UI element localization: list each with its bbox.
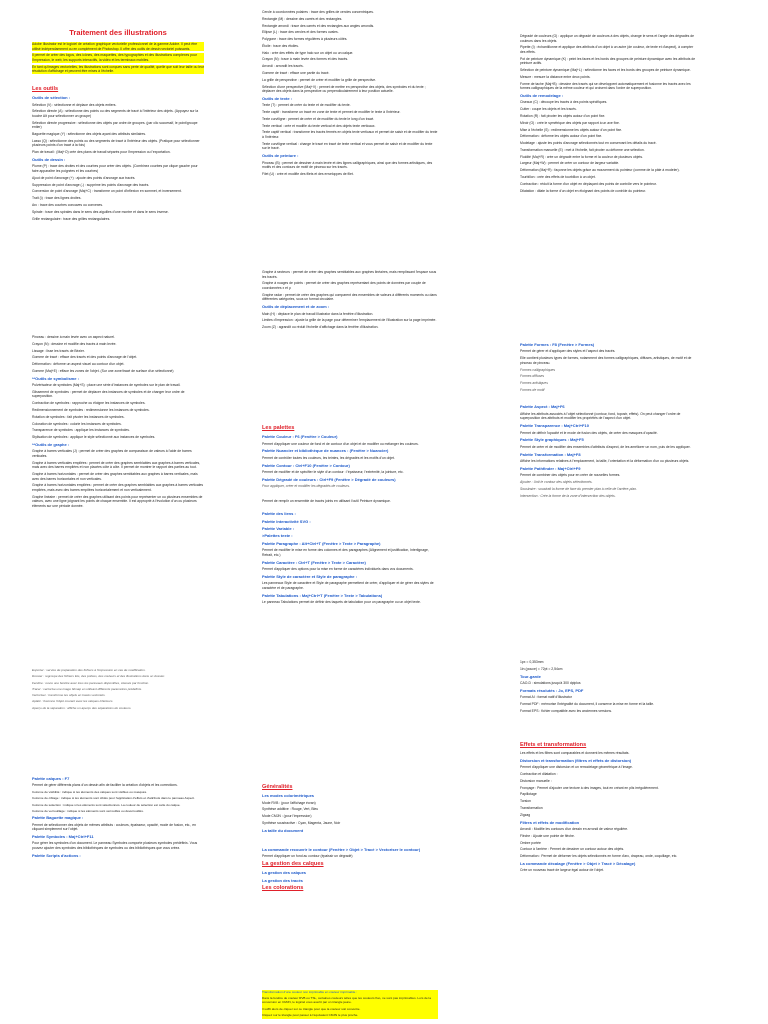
graph-tools-2: Graphe à secteurs : permet de créer des graphes semblables aux graphes linéaires, mais remplissant l'espace sous les tracés. Graphe à nuages de points : permet de créer des graphes représentant des points de données par couple de coordonnées x et y. Graphe radar : permet de créer des graphes qui comparent des ensembles de valeurs à différents moments ou dans différentes catégories, sous un format circulaire. Outils de déplacement et de zoom : Main (H) : déplace le plan de travail Illustrator dans la fenêtre d'illustration. Limites d'impression : ajuste la grille de la page pour déterminer l'emplacement de l'illustration sur la page imprimée. Zoom (Z) : agrandit ou réduit l'échelle d'affichage dans la fenêtre d'illustration. xyxy=(262,270,437,330)
paint-tools-2: Dégradé de couleurs (G) : applique un dégradé de couleurs à des objets, change le sens et l'angle des dégradés de couleurs dans les objets. Pipette (I) : échantillonne et applique des attributs d'un objet à un autre (de couleur, de texte et d'aspect), à compter des effets. Pot de peinture dynamique (K) : peint les faces et les bords des groupes de peinture dynamique avec les attributs de peinture actifs. Sélection de peinture dynamique (Maj+L) : sélectionne les faces et les bords des groupes de peinture dynamique. Mesure : mesure la distance entre deux points. Forme de tache (Maj+B) : dessine des tracés qui se développent automatiquement et fusionne les tracés avec les formes calligraphiques de la même couleur et qui croisent dans l'ordre de superposition. Outils de remodelage : Ciseaux (C) : découpe les tracés à des points spécifiques. Cutter : coupe les objets et les tracés. Rotation (R) : fait pivoter les objets autour d'un point fixe. Miroir (O) : crée le symétrique des objets par rapport à un axe fixe. Mise à l'échelle (S) : redimensionne les objets autour d'un point fixe. Déformation : déforme les objets autour d'un point fixe. Modelage : ajuste les points d'ancrage sélectionnés tout en conservant les détails du tracé. Transformation manuelle (E) : met à l'échelle, fait pivoter ou déforme une sélection. Fluidité (Maj+R) : crée un dégradé entre la forme et la couleur de plusieurs objets. Largeur (Maj+W) : permet de créer un contour de largeur variable. Déformation (Maj+R) : façonne les objets grâce au mouvement du pointeur (comme de la pâte à modeler). Tourbillon : crée des effets de tourbillon à un objet. Contraction : réduit la forme d'un objet en déplaçant des points de contrôle vers le pointeur. Dilatation : dilate la forme d'un objet en éloignant des points de contrôle du pointeur. xyxy=(520,34,696,193)
mid-tools: Pinceau : dessine à main levée avec un aspect naturel. Crayon (N) : dessine et modifie des tracés à main levée. Lissage : lisse les tracés de Bézier. Gomme de tracé : efface des tracés et des points d'ancrage de l'objet. Déformation : déforme un aspect visuel au contour d'un objet. Gomme (Maj+E) : efface les zones de l'objet. (Sur une zone/tracé de surface d'un sélectionné) **Outils de symbolisme : Pulvérisateur de symboles (Maj+S) : place une série d'instances de symboles sur le plan de travail. Glissement de symboles : permet de déplacer des instances de symboles et de changer leur ordre de superposition. Contraction de symboles : rapproche ou éloigne les instances de symboles. Redimensionnement de symboles : redimensionne les instances de symboles. Rotation de symboles : fait pivoter les instances de symboles. Coloration de symboles : colorie les instances de symboles. Transparence de symboles : applique les instances de symboles. Stylisation de symboles : applique le style sélectionné aux instances de symboles. **Outils de graphe : Graphe à barres verticales (J) : permet de créer des graphes de comparaison de valeurs à l'aide de barres verticales. Graphe à barres verticales empilées : permet de créer des graphes semblables aux graphes à barres verticales, mais avec des barres empilées et non placées côte à côte. Il permet de montrer le rapport des parties au tout. Graphe à barres horizontales : permet de créer des graphes semblables aux graphes à barres verticales, mais avec des barres horizontales et non verticales. Graphe à barres horizontales empilées : permet de créer des graphes semblables aux graphes à barres verticales empilées, mais avec des barres empilées horizontalement et non verticalement. Graphe linéaire : permet de créer des graphes utilisant des points pour représenter un ou plusieurs ensembles de valeurs, avec une ligne joignant les points de chaque ensemble. Il est approprié à l'évolution d'un ou plusieurs éléments sur une période donnée. xyxy=(32,335,204,508)
units-block: 1px = 0,353mm 1in (pouce) = 72pt = 2,54cm Tour-garde CAO-D : simulations jusqu'à 300 dpiplus Formats résolutés : Jo, EPS, PDF Format AI : format natif d'Illustrator Format PDF : mémorise l'intégralité du document, il conserve la mise en forme et la taille. Format EPS : fichier compatible avec les anciennes versions. xyxy=(520,660,655,713)
shape-tools: Cercle à coordonnées polaires : trace des grilles de cercles concentriques. Rectangle (M) : dessine des carrés et des rectangles. Rectangle arrondi : trace des carrés et des rectangles aux angles arrondis. Ellipse (L) : trace des cercles et des formes ovales. Polygone : trace des formes régulières à plusieurs côtés. Étoile : trace des étoiles. Halo : crée des effets de type halo sur un objet ou un calque. Crayon (N) : trace à main levée des formes et des tracés. Arrondi : arrondit les tracés. Gomme de tracé : efface une partie du tracé. La grille de perspective : permet de créer et modifier la grille de perspective. Sélection d'une perspective (Maj+V) : permet de mettre en perspective des objets, des symboles et du texte ; déplacer des objets dans la perspective ou perpendiculairement à leur position actuelle. Outils de texte : Texte (T) : permet de créer du texte et de modifier du texte. Texte captif : transforme un tracé en zone de texte et permet de modifier le texte à l'intérieur. Texte curviligne : permet de créer et de modifier du texte le long d'un tracé. Texte vertical : crée et modifie du texte vertical et des objets texte verticaux. Texte captif vertical : transforme les tracés fermés en objets texte verticaux et permet de saisir et de modifier du texte à l'intérieur. Texte curviligne vertical : change le tracé en tracé de texte vertical et vous permet de saisir et de modifier du texte sur le tracé. Outils de peinture : Pinceau (B) : permet de dessiner à main levée et des lignes calligraphiques, ainsi que des formes artistiques, des motifs et des contours de motif de pinceau sur les tracés. Filet (U) : crée et modifie des filets et des enveloppes de filet. xyxy=(262,10,438,176)
page-title: Traitement des illustrations xyxy=(69,28,167,37)
palette-calques: Palette calques : F7 Permet de gérer différents plans d'un dessin afin de faciliter la création d'objets et les corrections. Colonne de visibilité : indique si les éléments des calques sont visibles ou masqués. Colonne de ciblage : indique si les éléments sont ciblés pour l'application d'effets et d'attributs dans le panneau Aspect. Colonne de sélection : indique si les éléments sont sélectionnés. La couleur de sélection est celle du calque. Colonne de verrouillage : indique si les éléments sont verrouillés ou déverrouillés. Palette Baguette magique : Permet de sélectionner des objets de mêmes attributs : couleurs, épaisseur, opacité, mode de fusion, etc., en cliquant simplement sur l'objet. Palette Symboles : Maj+Ctrl+F11 Pour gérer les symboles d'un document. Le panneau Symboles comporte plusieurs symboles prédéfinis. Vous pouvez ajouter des symboles des bibliothèques de symboles ou des bibliothèques que vous créez. Palette Scripts d'actions : xyxy=(32,776,198,858)
effects-section: Effets et transformations Les effets et les filtres sont comparables et donnent les mêmes résultats. Distorsion et transformation (filtres et effets de distorsion) Permet d'appliquer une distorsion et un remodelage géométrique à l'image. Contraction et dilatation : Distorsion manuelle : Fronçage : Permet d'ajouter une texture à des images, tout en créant en plis irrégulièrement. Papillotage Torsion Transformation Zigzag Filtres et effets de modification Arrondi : Modifie les contours d'un dessin en arrondi de valeur régulière. Flèche : Ajoute une pointe de flèche. Ombre portée Contour à l'arrière : Permet de dessiner un contour autour des objets. Déformation : Permet de déformer les objets sélectionnés en forme d'arc, drapeau, onde, coquillage, etc. La commande décalage (Fenêtre > Objet > Tracé > Décalage) Crée un nouveau tracé de largeur égal autour de l'objet. xyxy=(520,742,678,873)
colorations-block: Transformation d'une couleur non imprimable en couleur imprimable : Dans la fenêtre de couleur RVB ou TSL, certaines couleurs telles que les couleurs fluo, ne sont pas imprimables. Lors de la conversion en CMJN, le logiciel vous avertit par un triangle jaune. Il suffit alors de cliquer sur ce triangle pour que la couleur soit convertie. Cliquez sur le triangle pour passer à l'équivalent CMJN le plus proche. xyxy=(262,990,438,1019)
tools-section: Les outils Outils de sélection : Sélection (V) : sélectionne et déplace des objets entiers. Sélection directe (A) : sélectionne des points ou des segments de tracé à l'intérieur des objets. (Appuyez sur la touche Alt pour sélectionner un groupe) Sélection directe progressive : sélectionne des objets par ordre de groupes. (par clic successif, le point/groupe entier) Baguette magique (Y) : sélectionne des objets ayant des attributs similaires. Lasso (Q) : sélectionne des points ou des segments de tracé à l'intérieur des objets. (Pratique pour sélectionner plusieurs points d'un tracé à la fois) Plan de travail : (Maj+O) crée des plans de travail séparés pour l'impression ou l'exportation. Outils de dessin : Plume (P) : trace des droites et des courbes pour créer des objets. (Combinez courbes par clique gauche pour faire apparaître les poignées et les courbes) Ajout de point d'ancrage (+) : ajoute des points d'ancrage aux tracés. Suppression de point d'ancrage (-) : supprime les points d'ancrage des tracés. Conversion de point d'ancrage (Maj+C) : transforme un point d'inflexion en sommet, et inversement. Trait (\) : trace des lignes droites. Arc : trace des courbes concaves ou convexes. Spirale : trace des spirales dans le sens des aiguilles d'une montre et dans le sens inverse. Grille rectangulaire : trace des grilles rectangulaires. xyxy=(32,86,200,221)
intro-block: Adobe Illustrator est le logiciel de création graphique vectorielle professionnel de la gamme Adobe. Il peut être utilisé indépendamment ou en complément de Photoshop. Il offre des outils de dessin vectoriel puissants. Il permet de créer des logos, des icônes, des maquettes, des typographies et des illustrations complexes pour l'impression, le web, les supports interactifs, la vidéo et les terminaux mobiles. En tant qu'images vectorielles, les illustrations sont conçues sans perte de qualité, quelle que soit leur taille ou leur résolution d'affichage et peuvent être mises à l'échelle. xyxy=(32,42,204,74)
palettes-section: Les palettes Palette Couleur : F6 (Fenêtre > Couleur) Permet d'appliquer une couleur de fond et de contour d'un objet et de modifier ou mélanger les couleurs. Palette Nuancier et bibliothèque de nuances : (Fenêtre > Nuancier) Permet de contrôler toutes les couleurs, les teintes, les dégradés et les motifs d'un objet. Palette Contour : Ctrl+F10 (Fenêtre > Contour) Permet de modifier et de spécifier le style d'un contour : l'épaisseur, l'extrémité, la jointure, etc. Palette Dégradé de couleurs : Ctrl+F9 (Fenêtre > Dégradé de couleurs) Pour appliquer, créer et modifier les dégradés de couleurs. Permet de remplir un ensemble de tracés joints en utilisant l'outil Peinture dynamique. Palette des liens : Palette Interactivité SVG : Palette Variable : >Palettes texte : Palette Paragraphe : Alt+Ctrl+T (Fenêtre > Texte > Paragraphe) Permet de modifier le mise en forme des colonnes et des paragraphes (Alignement et justification, Interlignage, Retrait, etc.) Palette Caractère : Ctrl+T (Fenêtre > Texte > Caractère) Permet d'appliquer des options pour la mise en forme de caractères individuels dans vos documents. Palette Style de caractère et Style de paragraphe : Les panneaux Style de caractère et Style de paragraphe permettent de créer, d'appliquer et de gérer des styles de caractère et de paragraphe. Palette Tabulations : Maj+Ctrl+T (Fenêtre > Texte > Tabulations) Le panneau Tabulations permet de définir des taquets de tabulation pour un paragraphe ou un objet texte. xyxy=(262,425,434,604)
formes-palette: Palette Formes : F8 (Fenêtre > Formes) Permet de gérer et d'appliquer des styles et l'aspect des tracés. Elle contient plusieurs types de formes, notamment des formes calligraphiques, diffuses, artistiques, de motif et de pinceau de pinceau. Formes calligraphiques Formes diffuses Formes artistiques Formes de motif Palette Aspect : Maj+F6 Affiche les attributs associés à l'objet sélectionné (contour, fond, topostr, effets). On peut changer l'ordre de superposition des attributs et modifier les propriétés de l'aspect d'un objet. Palette Transparence : Maj+Ctrl+F10 Permet de définir l'opacité et le mode de fusion des objets, de créer des masques d'opacité. Palette Style graphiques : Maj+F5 Permet de créer et de modifier des ensembles d'attributs d'aspect, de les améliorer un nom, puis de les appliquer. Palette Transformation : Maj+F8 Affiche les informations relatives à l'emplacement, la taille, l'orientation et la déformation d'un ou plusieurs objets. Palette Pathfinder : Maj+Ctrl+F9 Permet de combiner des objets pour en créer de nouvelles formes. Ajouter : Unit le contour des objets sélectionnés. Soustraire : soustrait la forme de face du premier plan à celle de l'arrière-plan. Intersection : Crée la forme de la zone d'intersection des objets. xyxy=(520,342,692,498)
notes-block: Exporter : service de préparation des fichiers à l'impression en cas de modification. Dossier : regroupe des fichiers liés, des polices, des couleurs et des illustrations dans un dossier. Fenêtre : ouvre une fenêtre avec tous les panneaux disponibles, classés par fonction. Tracer : vectorise une image bitmap en utilisant différents paramètres prédéfinis. Vectoriser : transforme les objets en tracés vectoriels. Aplatir : fusionne l'objet courant avec les calques inférieurs. Aperçu de la séparation : affiche un aperçu des séparations de couleurs. xyxy=(32,668,165,710)
generalites-section: Généralités Les modes colorimétriques Mode RVB : (pour l'affichage écran) Synthèse additive : Rouge, Vert, Bleu Mode CMJN : (pour l'impression) Synthèse soustractive : Cyan, Magenta, Jaune, Noir La taille du document La commande recouvrir le contour (Fenêtre > Objet > Tracé > Vectoriser le contour) Permet d'appliquer un fond au contour (épaissir un dégradé) La gestion des calques La gestion des calques La gestion des tracés Les colorations xyxy=(262,784,421,892)
